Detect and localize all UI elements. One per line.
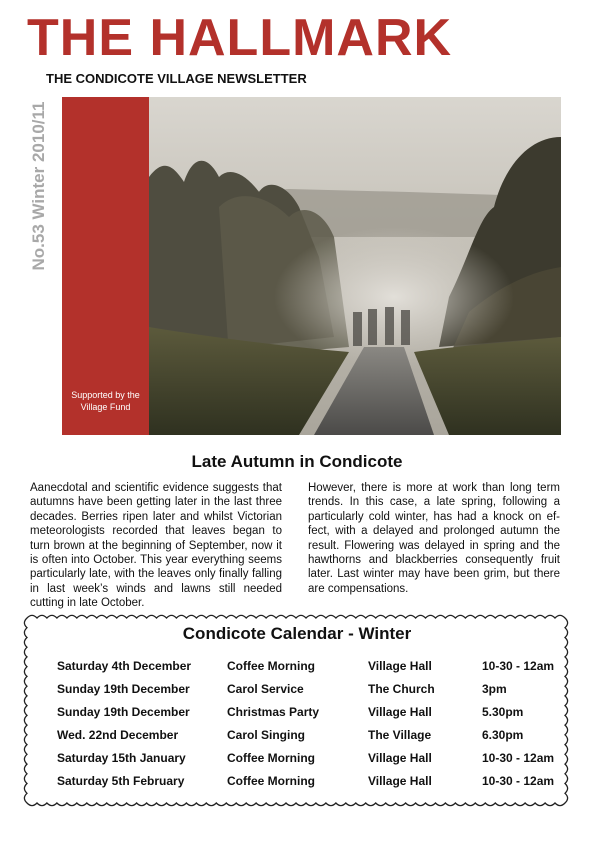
calendar-date: Sunday 19th December <box>57 705 190 719</box>
calendar-event: Coffee Morning <box>227 751 315 765</box>
calendar-date: Saturday 15th January <box>57 751 186 765</box>
issue-label: No.53 Winter 2010/11 <box>29 101 48 271</box>
calendar-venue: Village Hall <box>368 751 432 765</box>
calendar-event: Coffee Morning <box>227 774 315 788</box>
calendar-venue: The Village <box>368 728 432 742</box>
calendar-row <box>0 658 594 674</box>
calendar-date: Saturday 5th February <box>57 774 185 788</box>
calendar-title: Condicote Calendar - Winter <box>182 624 412 643</box>
calendar-venue: Village Hall <box>368 705 432 719</box>
support-note: Supported by the Village Fund <box>71 390 140 412</box>
article-column-left: Aanecdotal and scientific evidence suggests that autumns have been getting later in the last three decades. Berries ripen later and whilst Victorian meteorologists recorded that leaves began to turn brown at the beginning of September, now it is often into October. This year everything seems particularly late, with the leaves only finally falling in last week’s winds and lawns still needed cutting in late October. <box>30 482 282 610</box>
calendar-date: Saturday 4th December <box>57 659 192 673</box>
calendar-time: 5.30pm <box>482 705 524 719</box>
calendar-date: Wed. 22nd December <box>57 728 179 742</box>
article-title: Late Autumn in Condicote <box>191 452 403 471</box>
cover-photo <box>149 97 561 435</box>
calendar-time: 6.30pm <box>482 728 524 742</box>
calendar-time: 10-30 - 12am <box>482 751 555 765</box>
calendar-time: 10-30 - 12am <box>482 659 555 673</box>
calendar-venue: The Church <box>368 682 435 696</box>
calendar-venue: Village Hall <box>368 659 432 673</box>
calendar-row <box>0 727 594 743</box>
newsletter-subtitle: THE CONDICOTE VILLAGE NEWSLETTER <box>46 71 307 86</box>
calendar-event: Coffee Morning <box>227 659 315 673</box>
article-column-right: However, there is more at work than long term trends. In this case, a late spring, following a particularly cold winter, has had a knock on effect, with a delayed and prolonged autumn the result. Flowering was delayed in spring and the hawthorns and blackberries consequently fruit later. Last winter may have been grim, but there are compensations. <box>308 482 560 595</box>
calendar-row <box>0 704 594 720</box>
calendar-event: Carol Service <box>227 682 304 696</box>
calendar-time: 10-30 - 12am <box>482 774 555 788</box>
red-side-band <box>62 97 149 435</box>
newsletter-title: THE HALLMARK <box>27 9 453 67</box>
calendar-row <box>0 681 594 697</box>
calendar-row <box>0 750 594 766</box>
calendar-venue: Village Hall <box>368 774 432 788</box>
calendar-date: Sunday 19th December <box>57 682 190 696</box>
calendar-time: 3pm <box>482 682 507 696</box>
calendar-row <box>0 773 594 789</box>
calendar-event: Carol Singing <box>227 728 305 742</box>
calendar-event: Christmas Party <box>227 705 320 719</box>
